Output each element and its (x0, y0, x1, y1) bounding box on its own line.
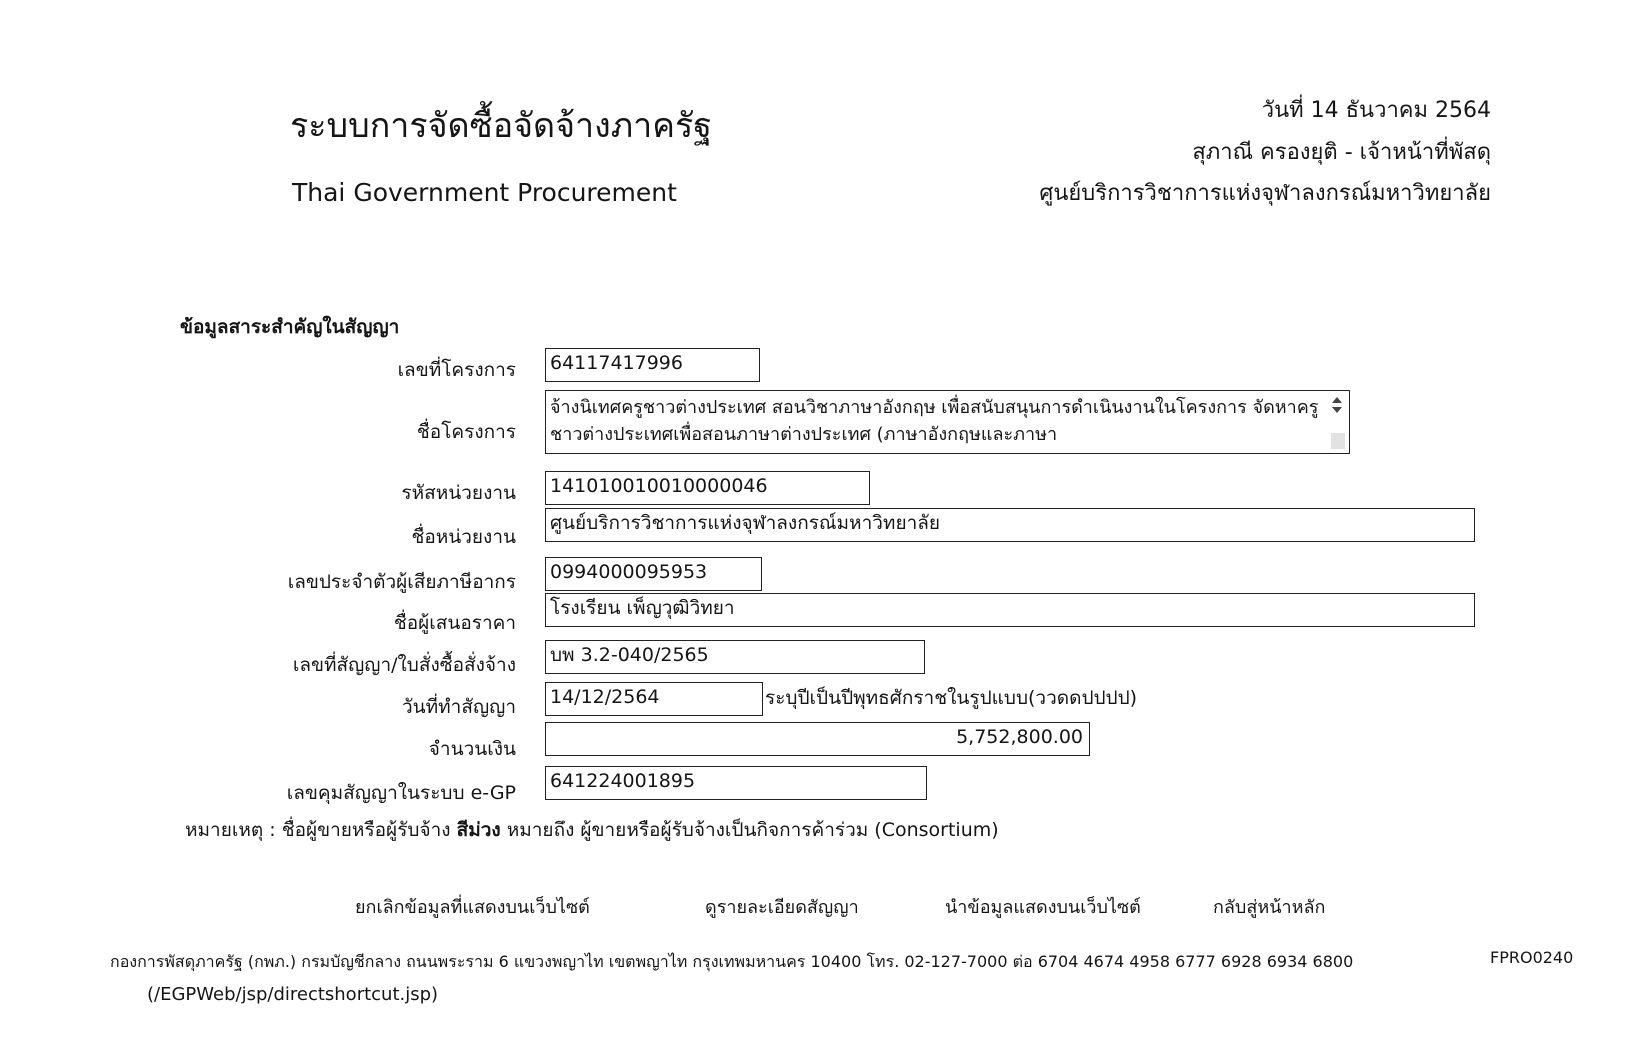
contract-date-field[interactable]: 14/12/2564 (545, 682, 763, 716)
unit-name-field[interactable]: ศูนย์บริการวิชาการแห่งจุฬาลงกรณ์มหาวิทยาลัย (545, 508, 1475, 542)
note-prefix: หมายเหตุ : ชื่อผู้ขายหรือผู้รับจ้าง (185, 819, 451, 841)
back-to-home-link[interactable]: กลับสู่หน้าหลัก (1213, 897, 1326, 918)
tax-id-label: เลขประจำตัวผู้เสียภาษีอากร (287, 571, 516, 593)
contract-date-label: วันที่ทำสัญญา (401, 696, 516, 718)
contract-date-hint: ระบุปีเป็นปีพุทธศักราชในรูปแบบ(ววดดปปปป) (765, 687, 1138, 709)
unit-code-label: รหัสหน่วยงาน (401, 482, 516, 504)
project-name-textarea[interactable] (545, 390, 1350, 454)
project-no-field[interactable]: 64117417996 (545, 348, 760, 382)
egp-contract-no-label: เลขคุมสัญญาในระบบ e-GP (286, 782, 516, 804)
unit-code-field[interactable]: 141010010010000046 (545, 471, 870, 505)
system-title-english: Thai Government Procurement (292, 178, 677, 207)
consortium-note (185, 815, 999, 845)
scrollbar-track[interactable] (1331, 433, 1345, 449)
organization-name: ศูนย์บริการวิชาการแห่งจุฬาลงกรณ์มหาวิทยาลัย (1039, 181, 1491, 206)
unit-name-label: ชื่อหน่วยงาน (411, 526, 516, 548)
contract-no-label: เลขที่สัญญา/ใบสั่งซื้อสั่งจ้าง (292, 654, 516, 676)
footer-address: กองการพัสดุภาครัฐ (กพภ.) กรมบัญชีกลาง ถนนพระราม 6 แขวงพญาไท เขตพญาไท กรุงเทพมหานคร 10400 โทร. 02-127-7000 ต่อ 6704 4674 4958 6777 6928 6934 6800 (110, 952, 1354, 971)
view-contract-details-link[interactable]: ดูรายละเอียดสัญญา (705, 897, 859, 918)
section-title: ข้อมูลสาระสำคัญในสัญญา (180, 316, 400, 338)
contract-no-field[interactable]: บพ 3.2-040/2565 (545, 640, 925, 674)
publish-website-data-link[interactable]: นำข้อมูลแสดงบนเว็บไซต์ (945, 897, 1141, 918)
page-code: FPRO0240 (1490, 948, 1574, 967)
project-name-label: ชื่อโครงการ (416, 421, 516, 443)
cancel-website-data-link[interactable]: ยกเลิกข้อมูลที่แสดงบนเว็บไซต์ (355, 897, 590, 918)
bidder-name-field[interactable]: โรงเรียน เพ็ญวุฒิวิทยา (545, 593, 1475, 627)
egp-contract-no-field[interactable]: 641224001895 (545, 766, 927, 800)
project-name-text: จ้างนิเทศครูชาวต่างประเทศ สอนวิชาภาษาอังกฤษ เพื่อสนับสนุนการดำเนินงานในโครงการ จัดหาครูชาวต่างประเทศเพื่อสอนภาษาต่างประเทศ (ภาษาอังกฤษและภาษา (550, 397, 1319, 445)
textarea-scrollbar[interactable] (1329, 393, 1347, 451)
amount-label: จำนวนเงิน (428, 738, 516, 760)
system-title-thai: ระบบการจัดซื้อจัดจ้างภาครัฐ (290, 106, 713, 146)
project-no-label: เลขที่โครงการ (397, 359, 516, 381)
scroll-down-arrow-icon[interactable] (1332, 407, 1342, 413)
bidder-name-label: ชื่อผู้เสนอราคา (393, 612, 516, 634)
scroll-up-arrow-icon[interactable] (1332, 397, 1342, 403)
note-suffix: หมายถึง ผู้ขายหรือผู้รับจ้างเป็นกิจการค้าร่วม (Consortium) (506, 819, 999, 841)
tax-id-field[interactable]: 0994000095953 (545, 557, 762, 591)
amount-field[interactable]: 5,752,800.00 (545, 722, 1090, 756)
officer-name: สุภาณี ครองยุติ - เจ้าหน้าที่พัสดุ (1192, 140, 1491, 165)
page-path: (/EGPWeb/jsp/directshortcut.jsp) (147, 984, 439, 1005)
note-highlight: สีม่วง (456, 819, 501, 841)
current-date: วันที่ 14 ธันวาคม 2564 (1261, 98, 1491, 123)
